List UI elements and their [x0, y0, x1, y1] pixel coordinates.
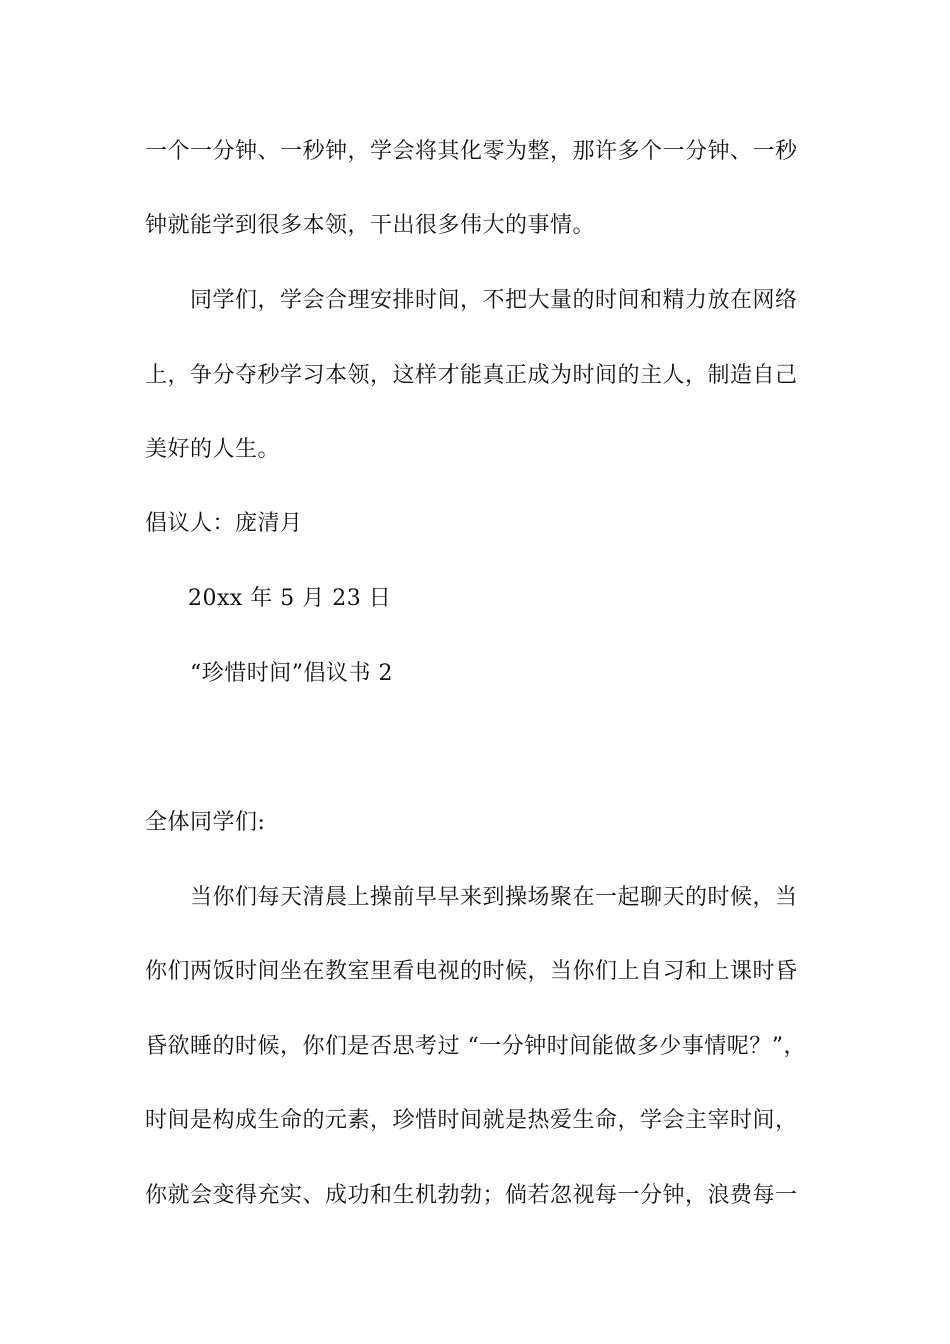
paragraph-1-line-1: 一个一分钟、一秒钟，学会将其化零为整，那许多个一分钟、一秒	[145, 139, 798, 164]
paragraph-2-line-2: 上，争分夺秒学习本领，这样才能真正成为时间的主人，制造自己	[145, 363, 798, 388]
paragraph-1-line-2: 钟就能学到很多本领，干出很多伟大的事情。	[145, 213, 596, 238]
salutation: 全体同学们:	[145, 810, 266, 835]
paragraph-3-line-2: 你们两饭时间坐在教室里看电视的时候，当你们上自习和上课时昏	[145, 959, 798, 984]
date: 20xx 年 5 月 23 日	[188, 586, 392, 611]
paragraph-3-line-5: 你就会变得充实、成功和生机勃勃；倘若忽视每一分钟，浪费每一	[145, 1183, 798, 1208]
paragraph-2-line-3: 美好的人生。	[145, 437, 281, 462]
second-title: “珍惜时间”倡议书 2	[190, 661, 393, 686]
paragraph-3-line-3: 昏欲睡的时候，你们是否思考过 “一分钟时间能做多少事情呢？”，	[145, 1034, 806, 1059]
paragraph-2-line-1: 同学们，学会合理安排时间，不把大量的时间和精力放在网络	[190, 288, 798, 313]
signature: 倡议人：庞清月	[145, 511, 303, 536]
paragraph-3-line-4: 时间是构成生命的元素，珍惜时间就是热爱生命，学会主宰时间，	[145, 1108, 798, 1133]
paragraph-3-line-1: 当你们每天清晨上操前早早来到操场聚在一起聊天的时候，当	[190, 885, 798, 910]
